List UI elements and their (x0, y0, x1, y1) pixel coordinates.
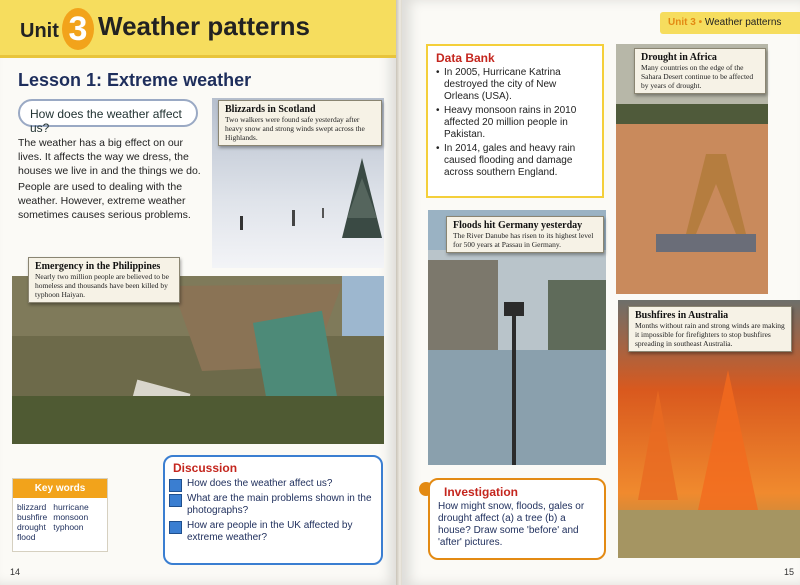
unit-tab (660, 12, 800, 34)
unit-label: Unit (20, 20, 59, 42)
data-bank-fact: • In 2005, Hurricane Katrina destroyed the city of New Orleans (USA). (436, 67, 594, 103)
key-words-heading: Key words (13, 479, 107, 498)
discussion-question: How does the weather affect us? (173, 478, 373, 490)
key-word: flood (17, 532, 36, 542)
caption-title: Floods hit Germany yesterday (453, 220, 583, 231)
caption-text: Nearly two million people are believed to be homeless and thousands have been killed by typhoon Haiyan. (35, 272, 169, 299)
caption-text: Two walkers were found safe yesterday after heavy snow and strong winds swept across the Highlands. (225, 115, 365, 142)
caption-blizzard-scotland (218, 100, 382, 146)
key-word: typhoon (53, 522, 84, 532)
unit-number-badge: 3 (62, 8, 94, 50)
caption-typhoon-philippines (28, 257, 180, 303)
unit-tab-separator: • (698, 17, 703, 28)
caption-title: Emergency in the Philippines (35, 261, 161, 272)
investigation-box (428, 478, 606, 560)
key-word: drought (17, 522, 46, 532)
key-words-box (12, 478, 108, 552)
data-bank-fact: • In 2014, gales and heavy rain caused flooding and damage across southern England. (436, 143, 594, 179)
street-lamp-shape (512, 310, 516, 465)
key-word: bushfire (17, 512, 48, 522)
key-word: blizzard (17, 502, 47, 512)
caption-bushfires-australia (628, 306, 792, 352)
caption-drought-africa (634, 48, 766, 94)
caption-title: Bushfires in Australia (635, 310, 729, 321)
key-word: hurricane (53, 502, 89, 512)
discussion-question: How are people in the UK affected by extreme weather? (173, 520, 373, 544)
left-page (0, 0, 398, 585)
lesson-title: Lesson 1: Extreme weather (18, 70, 252, 90)
caption-title: Blizzards in Scotland (225, 104, 316, 115)
unit-banner (0, 0, 398, 58)
page-number-right: 15 (783, 567, 794, 577)
caption-title: Drought in Africa (641, 52, 717, 63)
data-bank-fact: • Heavy monsoon rains in 2010 affected 20 million people in Pakistan. (436, 105, 594, 141)
investigation-text: How might snow, floods, gales or drought affect (a) a tree (b) a house? Draw some 'before' and 'after' pictures. (438, 501, 585, 548)
lesson-question: How does the weather affect us? (18, 99, 198, 127)
data-bank-title: Data Bank (436, 51, 495, 65)
caption-text: Months without rain and strong winds are making it impossible for firefighters to stop bushfires spreading in southeast Australia. (635, 321, 785, 348)
discussion-box (163, 455, 383, 565)
data-bank-box (426, 44, 604, 198)
key-words-column-1 (17, 502, 47, 542)
key-word: monsoon (53, 512, 89, 522)
key-words-column-2 (53, 502, 88, 542)
caption-text: Many countries on the edge of the Sahara Desert continue to be affected by years of drought. (641, 63, 754, 90)
investigation-title: Investigation (444, 485, 519, 499)
caption-text: The River Danube has risen to its highest level for 500 years at Passau in Germany. (453, 231, 594, 249)
discussion-title: Discussion (173, 461, 238, 475)
unit-tab-number: Unit 3 (668, 17, 696, 28)
caption-floods-germany (446, 216, 604, 253)
intro-paragraph-2: People are used to dealing with the weather. However, extreme weather sometimes causes serious problems. (18, 181, 191, 221)
unit-tab-title: Weather patterns (704, 17, 782, 28)
intro-paragraph-1: The weather has a big effect on our lives. It affects the way we dress, the houses we live in and the things we do. (18, 137, 201, 177)
page-number-left: 14 (10, 567, 21, 577)
unit-title: Weather patterns (98, 11, 310, 41)
discussion-question: What are the main problems shown in the photographs? (173, 493, 373, 517)
